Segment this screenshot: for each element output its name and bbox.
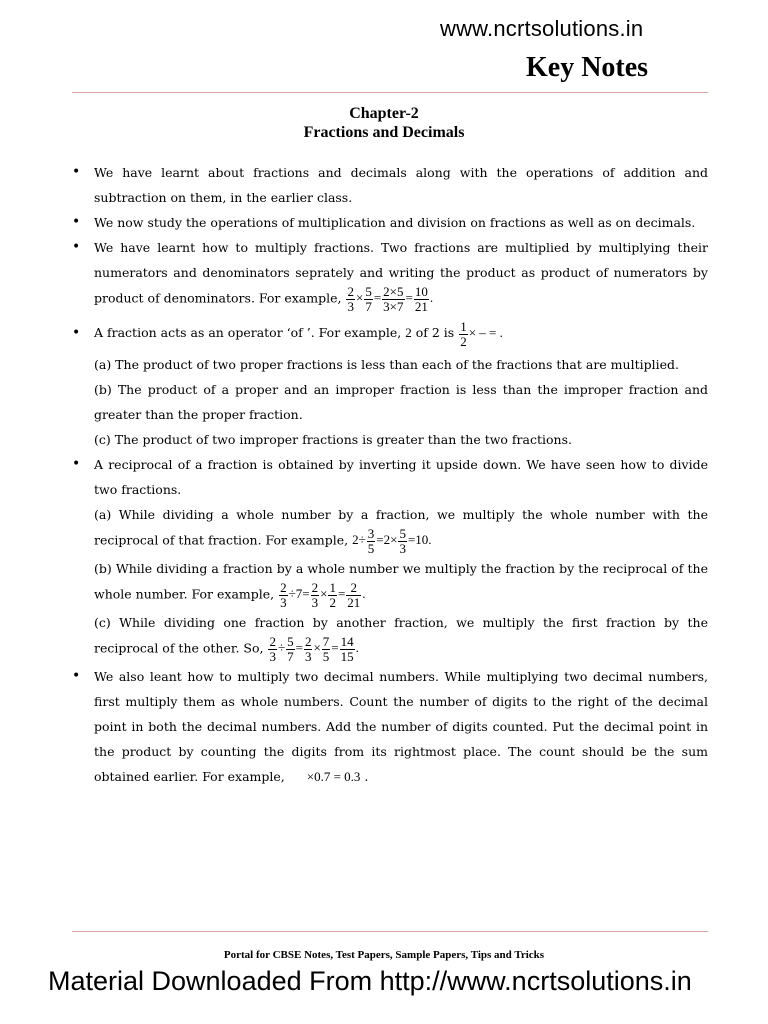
bullet-item (72, 160, 708, 210)
math-example: $\frac{2}{3}$ ÷7= $\frac{2}{3}$ × $\frac{1}{2}$ = $\frac{2}{21}$ . (280, 580, 366, 610)
sub-item (72, 502, 708, 556)
para-text: We have learnt how to multiply fractions. Two fractions are multiplied by multiplying their numerators and denominators seprately and writing the product as product of numerators by product of denominators. For example, (94, 240, 708, 306)
para-text: (a) While dividing a whole number by a fraction, we multiply the whole number with the reciprocal of that fraction. For example, (94, 507, 708, 548)
para-text: (b) While dividing a fraction by a whole number we multiply the fraction by the reciprocal of the whole number. For example, (94, 561, 708, 602)
para-text: A fraction acts as an operator ‘of ’. For example, (94, 325, 402, 340)
para-text: (c) While dividing one fraction by another fraction, we multiply the first fraction by the reciprocal of the other. So, (94, 615, 708, 656)
site-url: www.ncrtsolutions.in (440, 16, 644, 41)
chapter-number: Chapter-2 (349, 105, 419, 122)
bullet-item (72, 314, 708, 352)
para-text: We also leant how to multiply two decimal numbers. While multiplying two decimal numbers, first multiply them as whole numbers. Count the number of digits to the right of the decimal point in both the decimal numbers. Add the number of digits counted. Put the decimal point in the product by counting the digits from its rightmost place. The count should be the sum obtained earlier. For example, (94, 669, 708, 784)
notes-body (72, 160, 708, 789)
math-example: ×0.7 = 0.3 (306, 769, 361, 784)
footer-portal-text: Portal for CBSE Notes, Test Papers, Sample Papers, Tips and Tricks (223, 949, 545, 961)
para-text: of 2 is (415, 325, 455, 340)
bottom-divider (72, 931, 708, 932)
math-example: $\frac{2}{3}$ × $\frac{5}{7}$ = $\frac{2\times 5}{3\times 7}$ = $\frac{10}{21}$ . (347, 284, 434, 314)
para-text: We have learnt about fractions and decimals along with the operations of addition and subtraction on them, in the earlier class. (94, 165, 708, 205)
bullet-item (72, 452, 708, 502)
bullet-item: • We also leant how to multiply two decimal numbers. While multiplying two decimal numbers, first multiply them as whole numbers. Count the number of digits to the right of the decimal point in both the decimal numbers. Add the number of digits counted. Put the decimal point in the product by counting the digits from its rightmost place. The count should be the sum obtained earlier. For example, ×0.7 = 0.3 . (72, 664, 708, 789)
sub-item: (c) The product of two improper fractions is greater than the two fractions. (94, 432, 572, 447)
math-example: $\frac{2}{3}$ ÷ $\frac{5}{7}$ = $\frac{2}{3}$ × $\frac{7}{5}$ = $\frac{14}{15}$ . (269, 634, 359, 664)
math-example: 2 (405, 325, 412, 340)
sub-item: (a) The product of two proper fractions is less than each of the fractions that are multiplied. (94, 357, 679, 372)
math-example: 2÷ $\frac{3}{5}$ =2× $\frac{5}{3}$ =10. (352, 526, 432, 556)
sub-item (72, 610, 708, 664)
bullet-item (72, 210, 708, 235)
sub-item: (b) The product of a proper and an improper fraction is less than the improper fraction and greater than the proper fraction. (94, 382, 708, 422)
top-divider (72, 92, 708, 93)
bullet-item (72, 235, 708, 314)
chapter-title: Fractions and Decimals (303, 124, 465, 141)
math-example: $\frac{1}{2}$ × – = . (460, 318, 503, 349)
para-text: A reciprocal of a fraction is obtained by inverting it upside down. We have seen how to divide two fractions. (94, 457, 708, 497)
footer-download-text: Material Downloaded From http://www.ncrtsolutions.in (48, 966, 692, 996)
para-text: We now study the operations of multiplication and division on fractions as well as on decimals. (94, 215, 696, 230)
sub-item (72, 556, 708, 610)
key-notes-heading: Key Notes (526, 52, 649, 83)
